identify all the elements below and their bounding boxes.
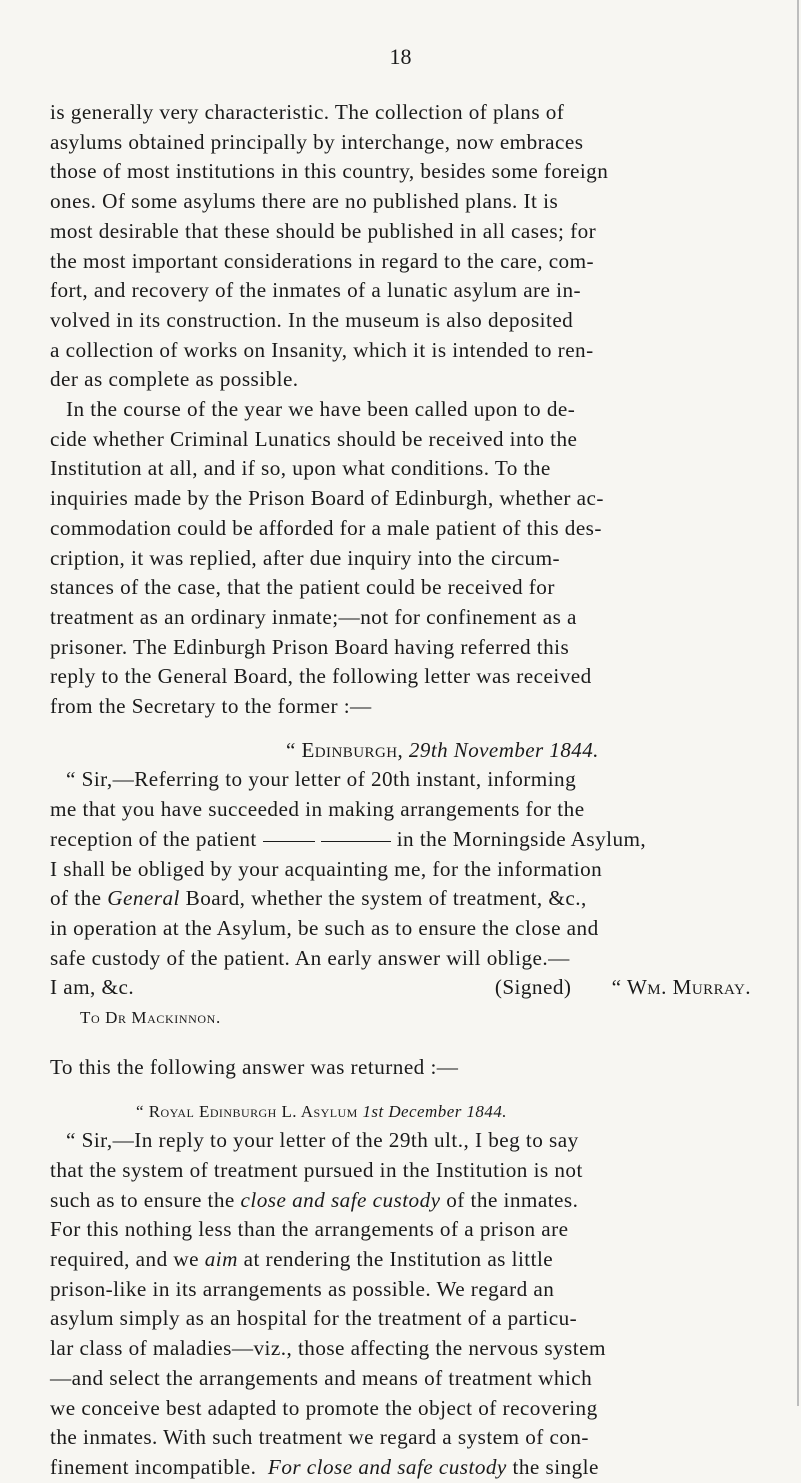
text-line: asylums obtained principally by interchange, now embraces [50,129,584,154]
text-line: stances of the case, that the patient could be received for [50,575,555,600]
text-line: that the system of treatment pursued in the Institution is not [50,1157,583,1182]
text-line: from the Secretary to the former :— [50,694,372,719]
text-fragment: such as to ensure the [50,1187,235,1212]
blank-dash [321,841,391,842]
text-line: der as complete as possible. [50,367,299,392]
text-line: fort, and recovery of the inmates of a lunatic asylum are in- [50,278,582,303]
text-line: treatment as an ordinary inmate;—not for confinement as a [50,604,577,629]
text-fragment: I am, &c. [50,975,135,1000]
letter-dateline [50,1097,755,1127]
transition-line: To this the following answer was returned :— [50,1054,459,1079]
text-line: inquiries made by the Prison Board of Edinburgh, whether ac- [50,486,604,511]
text-line: me that you have succeeded in making arrangements for the [50,797,585,822]
text-line: most desirable that these should be published in all cases; for [50,218,597,243]
text-line: prison-like in its arrangements as possible. We regard an [50,1276,555,1301]
text-fragment: Board, whether the system of treatment, &c., [185,886,587,911]
text-line: the most important considerations in regard to the care, com- [50,248,595,273]
text-fragment: of the [50,886,102,911]
text-line: reply to the General Board, the following letter was received [50,664,592,689]
text-line: those of most institutions in this country, besides some foreign [50,159,609,184]
text-line: commodation could be afforded for a male patient of this des- [50,515,602,540]
text-line: asylum simply as an hospital for the treatment of a particu- [50,1306,578,1331]
signed-label: (Signed) [494,975,572,1000]
text-fragment: reception of the patient [50,826,257,851]
text-fragment: of the inmates. [446,1187,579,1212]
text-fragment: at rendering the Institution as little [243,1247,554,1272]
text-line: a collection of works on Insanity, which it is intended to ren- [50,337,594,362]
text-italic: close and safe custody [240,1187,441,1212]
signature: “ Wm. Murray. [611,975,751,1000]
text-line: lar class of maladies—viz., those affecting the nervous system [50,1336,606,1361]
text-line: “ Sir,—In reply to your letter of the 29th ult., I beg to say [66,1128,579,1153]
text-fragment: in the Morningside Asylum, [396,826,647,851]
letter-from-secretary [50,736,755,1033]
text-italic: General [107,886,180,911]
text-italic: aim [204,1247,238,1272]
letter-dateline [50,736,755,766]
letter-reply [50,1097,755,1483]
text-fragment: finement incompatible. [50,1454,257,1479]
letter-place: “ Royal Edinburgh L. Asylum [136,1101,358,1121]
text-line: prisoner. The Edinburgh Prison Board having referred this [50,634,570,659]
text-line: the inmates. With such treatment we regard a system of con- [50,1425,589,1450]
page-number: 18 [389,44,412,69]
text-italic: For close and safe custody [267,1454,507,1479]
text-line: —and select the arrangements and means of treatment which [50,1365,593,1390]
text-line: is generally very characteristic. The collection of plans of [50,100,565,124]
text-line: I shall be obliged by your acquainting me, for the information [50,856,603,881]
text-line: In the course of the year we have been called upon to de- [66,397,576,422]
text-line [50,973,755,1003]
text-line: “ Sir,—Referring to your letter of 20th instant, informing [66,767,577,792]
text-line [50,1245,755,1275]
text-line: cide whether Criminal Lunatics should be received into the [50,426,578,451]
text-fragment: required, and we [50,1247,199,1272]
blank-dash [263,841,315,842]
paragraph-criminal-lunatics [50,395,755,722]
page-edge [797,0,799,1406]
letter-addressee: To Dr Mackinnon. [80,1008,221,1028]
letter-date: 1st December 1844. [362,1101,507,1121]
paragraph-museum [50,98,755,395]
text-line [50,1186,755,1216]
text-line: in operation at the Asylum, be such as to ensure the close and [50,915,599,940]
text-line: cription, it was replied, after due inquiry into the circum- [50,545,561,570]
text-line: volved in its construction. In the museum is also deposited [50,307,574,332]
letter-date: 29th November 1844. [408,737,599,762]
text-line: Institution at all, and if so, upon what conditions. To the [50,456,551,481]
text-line [50,825,755,855]
text-line: we conceive best adapted to promote the object of recovering [50,1395,598,1420]
text-line: ones. Of some asylums there are no published plans. It is [50,189,559,214]
page-body [50,98,755,1483]
letter-place: “ Edinburgh, [286,737,404,762]
text-line [50,884,755,914]
text-line: safe custody of the patient. An early answer will oblige.— [50,945,570,970]
text-fragment: the single [512,1454,599,1479]
text-line: For this nothing less than the arrangements of a prison are [50,1217,569,1242]
text-line [50,1453,755,1483]
